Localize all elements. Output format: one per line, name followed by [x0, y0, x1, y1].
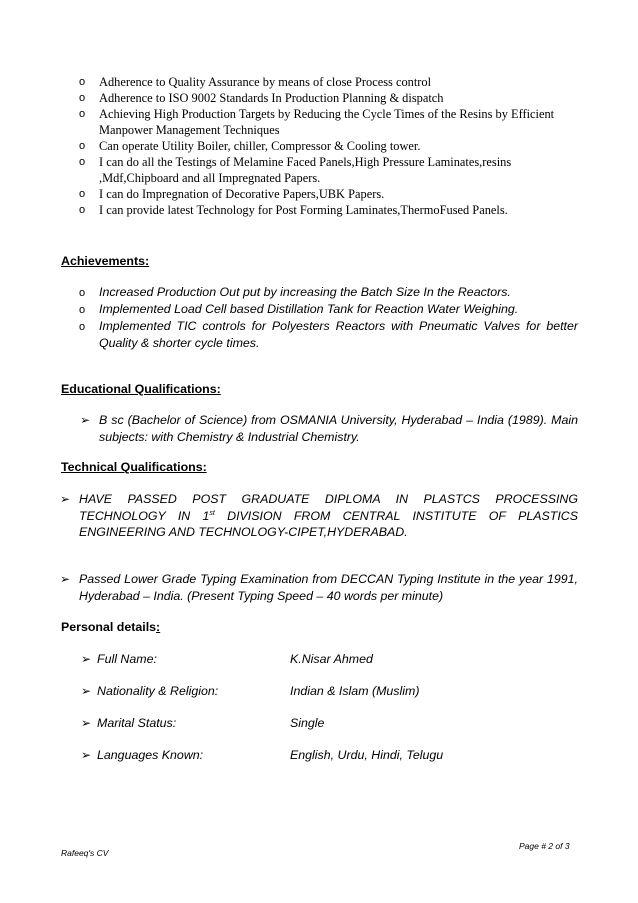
technical-list [60, 491, 578, 541]
field-label: Nationality & Religion: [97, 684, 219, 698]
field-label: Languages Known: [97, 748, 204, 762]
list-item: ➢ Passed Lower Grade Typing Examination from DECCAN Typing Institute in the year 1991, Hyderabad – India. (Present Typing Speed – 40 words per minute) [60, 572, 578, 603]
circle-bullet-icon: o [79, 76, 86, 88]
page-number: Page # 2 of 3 [519, 841, 570, 851]
field-label: Full Name: [97, 652, 157, 666]
list-item: o I can provide latest Technology for Post Forming Laminates,ThermoFused Panels. [79, 203, 508, 217]
arrow-bullet-icon: ➢ [60, 572, 71, 586]
circle-bullet-icon: o [79, 156, 86, 168]
list-item: o Implemented TIC controls for Polyesters Reactors with Pneumatic Valves for better Quality & shorter cycle times. [79, 319, 578, 350]
circle-bullet-icon: o [79, 188, 86, 200]
field-value: English, Urdu, Hindi, Telugu [290, 748, 444, 762]
circle-bullet-icon: o [79, 204, 86, 216]
arrow-bullet-icon: ➢ [81, 748, 92, 762]
circle-bullet-icon: o [79, 140, 86, 152]
achievements-heading: Achievements: [61, 254, 150, 268]
personal-heading: Personal details: [61, 620, 161, 634]
list-item: o Achieving High Production Targets by Reducing the Cycle Times of the Resins by Efficient Manpower Management Techniques [79, 107, 555, 137]
technical-heading: Technical Qualifications: [61, 460, 207, 474]
education-list [80, 412, 578, 445]
circle-bullet-icon: o [79, 108, 86, 120]
arrow-bullet-icon: ➢ [80, 413, 91, 427]
achievements-list [75, 284, 578, 352]
list-item: o Increased Production Out put by increasing the Batch Size In the Reactors. [75, 284, 578, 301]
arrow-bullet-icon: ➢ [81, 684, 92, 698]
list-item: o Can operate Utility Boiler, chiller, Compressor & Cooling tower. [79, 139, 421, 153]
arrow-bullet-icon: ➢ [60, 492, 71, 506]
list-item: o Adherence to Quality Assurance by means of close Process control [79, 75, 432, 89]
field-value: Single [290, 716, 325, 730]
list-item: ➢ HAVE PASSED POST GRADUATE DIPLOMA IN PLASTCS PROCESSING TECHNOLOGY IN 1st DIVISION FROM CENTRAL INSTITUTE OF PLASTICS ENGINEERING AND TECHNOLOGY-CIPET,HYDERABAD. [60, 492, 578, 539]
list-item: o Implemented Load Cell based Distillation Tank for Reaction Water Weighing. [75, 301, 578, 318]
skills-list [75, 74, 575, 218]
field-label: Marital Status: [97, 716, 177, 730]
field-value: K.Nisar Ahmed [290, 652, 373, 666]
education-heading: Educational Qualifications: [61, 382, 221, 396]
arrow-bullet-icon: ➢ [81, 652, 92, 666]
arrow-bullet-icon: ➢ [81, 716, 92, 730]
field-value: Indian & Islam (Muslim) [290, 684, 420, 698]
list-item: o Adherence to ISO 9002 Standards In Production Planning & dispatch [79, 91, 444, 105]
list-item: o I can do all the Testings of Melamine Faced Panels,High Pressure Laminates,resins ,Mdf,Chipboard and all Impregnated Papers. [79, 155, 512, 185]
circle-bullet-icon: o [79, 304, 86, 316]
circle-bullet-icon: o [79, 92, 86, 104]
technical-list-2 [60, 571, 578, 604]
footer-title: Rafeeq's CV [61, 848, 109, 858]
circle-bullet-icon: o [79, 321, 86, 333]
circle-bullet-icon: o [79, 287, 86, 299]
list-item: o I can do Impregnation of Decorative Papers,UBK Papers. [79, 187, 385, 201]
list-item: ➢ B sc (Bachelor of Science) from OSMANIA University, Hyderabad – India (1989). Main subjects: with Chemistry & Industrial Chemistry. [80, 413, 578, 444]
